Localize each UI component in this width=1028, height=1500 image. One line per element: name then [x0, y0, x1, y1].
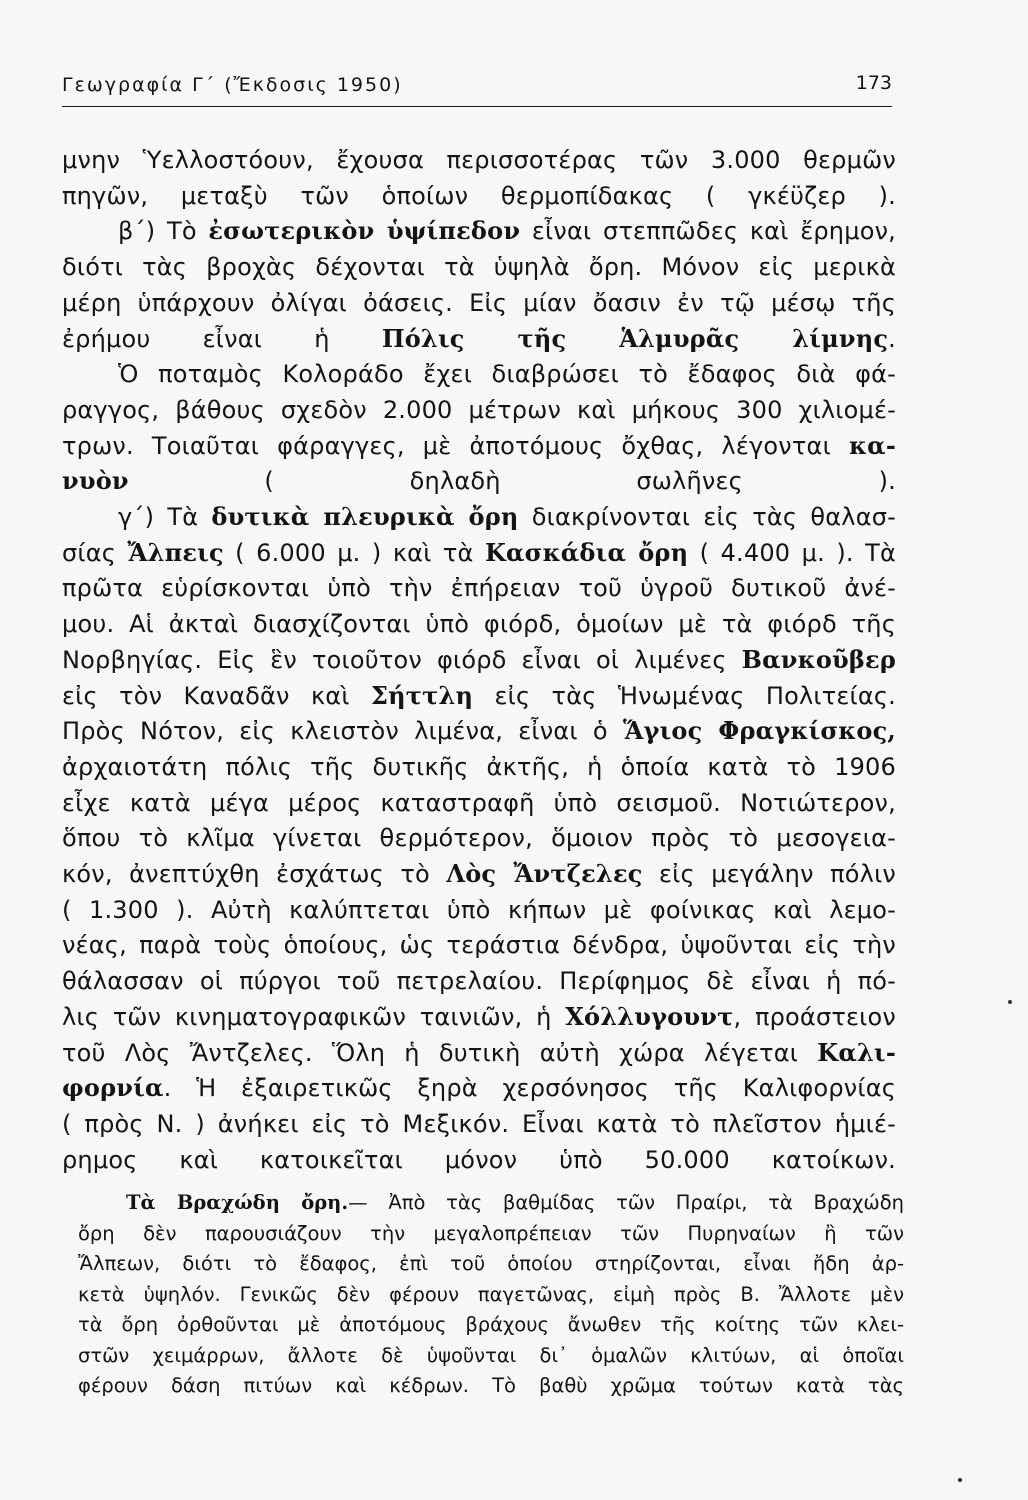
text-run: εἰς μεγάλην πόλιν [642, 860, 896, 888]
text-run: τρων. Τοιαῦται φάραγγες, μὲ ἀποτόμους ὄχθας, λέγονται [62, 431, 849, 460]
text-run: . [888, 324, 896, 353]
text-run: νέας, παρὰ τοὺς ὁποίους, ὡς τεράστια δένδρα, ὑψοῦνται εἰς τὴν [62, 931, 896, 960]
bold-term: κα- [848, 430, 896, 460]
text-line [62, 786, 896, 820]
text-run: τοῦ Λὸς Ἄντζελες. Ὅλη ἡ δυτικὴ αὐτὴ χώρα λέγεται [62, 1038, 818, 1067]
bold-term: νυὸν [62, 466, 129, 496]
margin-speck [1008, 1000, 1012, 1004]
footnote-line [78, 1219, 904, 1249]
footnote-line [78, 1249, 904, 1279]
text-line [62, 964, 896, 998]
text-line [62, 1000, 896, 1034]
text-run: σίας [62, 538, 128, 567]
text-run: κόν, ἀνεπτύχθη ἐσχάτως τὸ [62, 860, 447, 888]
text-run: εἰς τὸν Καναδᾶν καὶ [62, 681, 371, 710]
bold-term: Βανκοῦβερ [741, 644, 896, 674]
text-line [62, 464, 896, 498]
margin-speck [958, 1478, 962, 1482]
text-run: ραγγος, βάθους σχεδὸν 2.000 μέτρων καὶ μήκους 300 χιλιομέ- [62, 395, 896, 424]
text-run: β΄) Τὸ [118, 217, 209, 246]
bold-term: δυτικὰ πλευρικὰ ὄρη [211, 502, 519, 531]
text-line [62, 750, 896, 784]
footnote-line [78, 1341, 904, 1371]
footnote-line [78, 1280, 904, 1310]
text-run: ὄρη δὲν παρουσιάζουν τὴν μεγαλοπρέπειαν τῶν Πυρηναίων ἢ τῶν [78, 1221, 904, 1245]
text-line [62, 1071, 896, 1105]
text-run: ( πρὸς Ν. ) ἀνήκει εἰς τὸ Μεξικόν. Εἶναι κατὰ τὸ πλεῖστον ἡμιέ- [62, 1109, 896, 1138]
header-title: Γεωγραφία Γ΄ (Ἔκδοσις 1950) [62, 74, 403, 96]
text-run: . Ἡ ἐξαιρετικῶς ξηρὰ χερσόνησος τῆς Καλιφορνίας [163, 1074, 896, 1103]
bold-term: Ἄλπεις [127, 537, 224, 567]
text-line [62, 250, 896, 284]
text-line [118, 357, 896, 391]
text-run: Ὁ ποταμὸς Κολοράδο ἔχει διαβρώσει τὸ ἔδαφος διὰ φά- [118, 360, 896, 389]
bold-term: Καλι- [817, 1037, 896, 1067]
text-line [62, 429, 896, 463]
text-run: , προάστειον [733, 1002, 896, 1031]
text-line [118, 214, 896, 248]
text-line [62, 322, 896, 356]
bold-term: Κασκάδια ὄρη [484, 537, 689, 567]
text-line [62, 1036, 896, 1070]
text-line [62, 1143, 896, 1177]
bold-term: ἐσωτερικὸν ὑψίπεδον [208, 216, 521, 246]
text-run: μου. Αἱ ἀκταὶ διασχίζονται ὑπὸ φιόρδ, ὁμοίων μὲ τὰ φιόρδ τῆς [62, 610, 896, 639]
text-run: φέρουν δάση πιτύων καὶ κέδρων. Τὸ βαθὺ χρῶμα τούτων κατὰ τὰς [78, 1374, 904, 1397]
text-run: ( 1.300 ). Αὐτὴ καλύπτεται ὑπὸ κήπων μὲ φοίνικας καὶ λεμο- [62, 895, 896, 924]
text-run: — Ἀπὸ τὰς βαθμίδας τῶν Πραίρι, τὰ Βραχώδη [348, 1191, 904, 1214]
text-run: τὰ ὄρη ὀρθοῦνται μὲ ἀποτόμους βράχους ἄνωθεν τῆς κοίτης τῶν κλει- [78, 1313, 904, 1336]
text-line [62, 143, 896, 177]
text-line [62, 1107, 896, 1141]
bold-term: Χόλλυγουντ [565, 1001, 734, 1031]
text-run: πρῶτα εὑρίσκονται ὑπὸ τὴν ἐπήρειαν τοῦ ὑγροῦ δυτικοῦ ἀνέ- [62, 574, 896, 603]
text-run: Ἄλπεων, διότι τὸ ἔδαφος, ἐπὶ τοῦ ὁποίου στηρίζονται, εἶναι ἤδη ἀρ- [78, 1252, 904, 1275]
text-line [62, 571, 896, 605]
text-run: ( 6.000 μ. ) καὶ τὰ [223, 538, 485, 567]
text-run: θάλασσαν οἱ πύργοι τοῦ πετρελαίου. Περίφημος δὲ εἶναι ἡ πό- [62, 967, 896, 996]
text-run: μνην Ὑελλοστόουν, ἔχουσα περισσοτέρας τῶν 3.000 θερμῶν [62, 146, 896, 174]
text-line [62, 893, 896, 927]
text-run: εἶναι στεππῶδες καὶ ἔρημον, [520, 217, 897, 246]
text-run: εἶχε κατὰ μέγα μέρος καταστραφῆ ὑπὸ σεισμοῦ. Νοτιώτερον, [62, 788, 896, 817]
text-run: διακρίνονται εἰς τὰς θαλασ- [518, 503, 896, 531]
text-line [118, 500, 896, 534]
text-run: ἐρήμου εἶναι ἡ [62, 324, 382, 353]
footnote-line [126, 1188, 904, 1218]
bold-term: Τὰ Βραχώδη ὄρη. [126, 1191, 349, 1214]
text-line [62, 857, 896, 891]
text-run: διότι τὰς βροχὰς δέχονται τὰ ὑψηλὰ ὄρη. Μόνον εἰς μερικὰ [62, 253, 896, 282]
bold-term: Λὸς Ἄντζελες [446, 859, 643, 888]
bold-term: Πόλις τῆς Ἁλμυρᾶς λίμνης [381, 323, 889, 353]
text-line [62, 679, 896, 713]
text-run: ἀρχαιοτάτη πόλις τῆς δυτικῆς ἀκτῆς, ἡ ὁποία κατὰ τὸ 1906 [62, 752, 896, 781]
text-line [62, 928, 896, 962]
text-run: ὅπου τὸ κλῖμα γίνεται θερμότερον, ὅμοιον πρὸς τὸ μεσογεια- [62, 824, 896, 853]
bold-term: φορνία [62, 1073, 164, 1103]
text-run: ρημος καὶ κατοικεῖται μόνον ὑπὸ 50.000 κατοίκων. [62, 1145, 896, 1174]
bold-term: Ἅγιος Φραγκίσκος, [622, 716, 896, 746]
page-number: 173 [855, 72, 892, 94]
bold-term: Σήττλη [370, 680, 474, 710]
text-run: στῶν χειμάρρων, ἄλλοτε δὲ ὑψοῦνται δι᾽ ὁμαλῶν κλιτύων, αἱ ὁποῖαι [78, 1343, 904, 1367]
text-run: Νορβηγίας. Εἰς ἓν τοιοῦτον φιόρδ εἶναι οἱ λιμένες [62, 645, 742, 674]
text-line [62, 393, 896, 427]
header-rule [62, 106, 892, 107]
text-line [62, 286, 896, 320]
text-run: κετὰ ὑψηλόν. Γενικῶς δὲν φέρουν παγετῶνας, εἰμὴ πρὸς Β. Ἄλλοτε μὲν [78, 1282, 904, 1306]
text-run: ( 4.400 μ. ). Τὰ [688, 538, 896, 567]
text-line [62, 821, 896, 855]
text-line [62, 607, 896, 641]
text-line [62, 179, 896, 213]
text-run: λις τῶν κινηματογραφικῶν ταινιῶν, ἡ [62, 1002, 566, 1031]
text-run: Πρὸς Νότον, εἰς κλειστὸν λιμένα, εἶναι ὁ [62, 717, 623, 746]
running-header [62, 72, 892, 102]
footnote-line [78, 1371, 904, 1401]
text-run: εἰς τὰς Ἡνωμένας Πολιτείας. [473, 681, 896, 710]
text-line [62, 643, 896, 677]
text-run: ( δηλαδὴ σωλῆνες ). [128, 467, 896, 496]
text-run: γ΄) Τὰ [118, 503, 212, 531]
text-run: μέρη ὑπάρχουν ὀλίγαι ὀάσεις. Εἰς μίαν ὄασιν ἐν τῷ μέσῳ τῆς [62, 288, 896, 317]
text-line [62, 714, 896, 748]
text-run: πηγῶν, μεταξὺ τῶν ὁποίων θερμοπίδακας ( γκέϋζερ ). [62, 181, 896, 210]
text-line [62, 536, 896, 570]
footnote-line [78, 1310, 904, 1340]
